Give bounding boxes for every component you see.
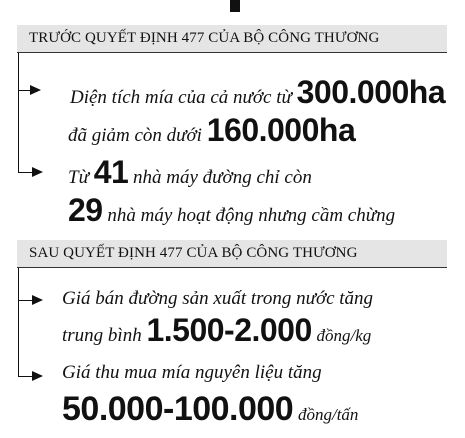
after-decision-header (17, 240, 447, 268)
cane-price-unit: đồng/tấn (297, 405, 359, 424)
cane-price-line-2 (62, 390, 358, 429)
sugar-price-increase-value: 1.500-2.000 (146, 312, 312, 348)
connector-line (18, 90, 33, 173)
arrow-right-icon (32, 167, 43, 177)
sugar-price-text: Giá bán đường sản xuất trong nước tăng (62, 288, 374, 309)
after-decision-header-label: SAU QUYẾT ĐỊNH 477 CỦA BỘ CÔNG THƯƠNG (29, 245, 358, 261)
top-decorative-bar (230, 0, 240, 12)
area-after-value: 160.000ha (206, 112, 356, 148)
before-decision-header-label: TRƯỚC QUYẾT ĐỊNH 477 CỦA BỘ CÔNG THƯƠNG (29, 30, 380, 46)
connector-line (18, 300, 33, 377)
area-statement-line-2 (68, 112, 355, 149)
factory-prefix-text: Từ (68, 167, 89, 188)
area-statement-text: Diện tích mía của cả nước từ (70, 87, 292, 108)
factory-statement-line-1 (68, 154, 312, 191)
sugar-price-unit: đồng/kg (316, 326, 372, 345)
connector-line (18, 268, 33, 301)
factory-operating-text: nhà máy hoạt động nhưng cầm chừng (107, 205, 396, 226)
factory-statement-line-2 (68, 192, 395, 229)
area-before-value: 300.000ha (296, 74, 446, 110)
cane-price-text: Giá thu mua mía nguyên liệu tăng (62, 362, 322, 383)
cane-price-line-1 (62, 362, 322, 384)
area-statement-line-1 (70, 74, 445, 111)
arrow-right-icon (32, 295, 43, 305)
before-decision-header (17, 25, 447, 53)
sugar-price-line-1 (62, 288, 373, 310)
area-decrease-text: đã giảm còn dưới (68, 125, 202, 146)
cane-price-increase-value: 50.000-100.000 (62, 390, 294, 428)
sugar-price-line-2 (62, 312, 371, 349)
factory-statement-text: nhà máy đường chỉ còn (133, 167, 312, 188)
arrow-right-icon (32, 371, 43, 381)
factory-count-after: 29 (68, 192, 103, 228)
factory-count-before: 41 (93, 154, 129, 190)
sugar-price-avg-text: trung bình (62, 325, 142, 346)
